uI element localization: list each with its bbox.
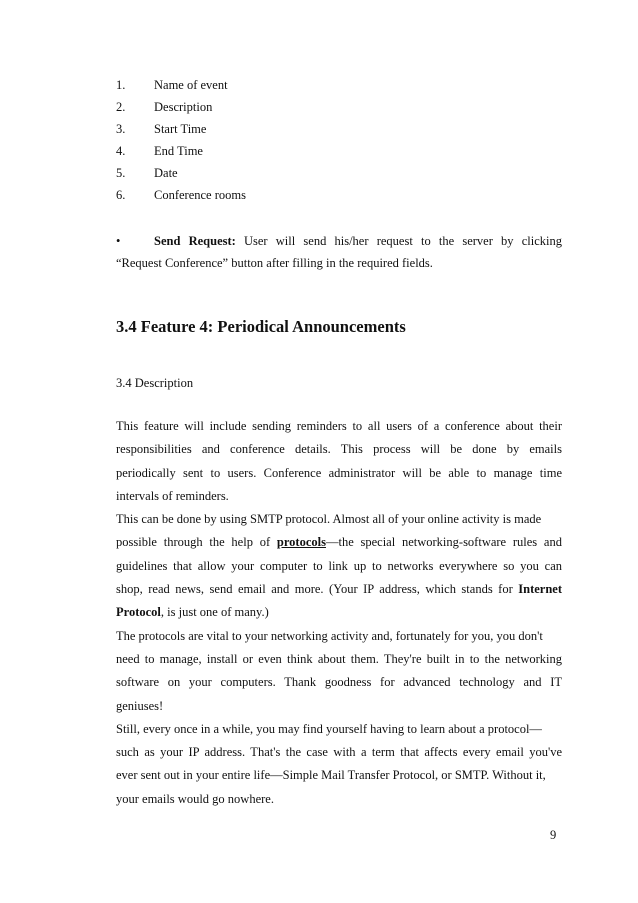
list-item xyxy=(116,74,566,96)
list-text: Date xyxy=(154,166,178,180)
list-number: 3. xyxy=(116,122,126,136)
text-line: periodically sent to users. Conference administrator will be able to manage time xyxy=(116,465,562,480)
bullet-continuation: “Request Conference” button after filling in the required fields. xyxy=(116,256,433,270)
protocols-link[interactable]: protocols xyxy=(276,535,326,550)
bold-term: Internet xyxy=(518,582,562,597)
text-line: intervals of reminders. xyxy=(116,488,229,503)
text-line: such as your IP address. That's the case with a term that affects every email you've xyxy=(116,745,562,760)
list-text: Conference rooms xyxy=(154,188,246,202)
section-heading: 3.4 Feature 4: Periodical Announcements xyxy=(116,317,406,336)
text-line: guidelines that allow your computer to link up to networks everywhere so you can xyxy=(116,558,562,573)
text-segment: , is just one of many.) xyxy=(160,605,269,620)
text-segment: —the special networking-software rules and xyxy=(325,535,562,550)
text-line xyxy=(116,531,562,554)
text-line: your emails would go nowhere. xyxy=(116,791,274,806)
text-line: geniuses! xyxy=(116,698,164,713)
list-number: 4. xyxy=(116,144,126,158)
list-text: Name of event xyxy=(154,78,228,92)
list-number: 2. xyxy=(116,100,126,114)
text-line: This feature will include sending reminders to all users of a conference about their xyxy=(116,419,562,433)
text-line: responsibilities and conference details. This process will be done by emails xyxy=(116,442,562,457)
bullet-label: Send Request: xyxy=(154,234,236,248)
bullet-item xyxy=(116,230,562,274)
list-item xyxy=(116,118,566,140)
list-item xyxy=(116,96,566,118)
list-number: 5. xyxy=(116,166,126,180)
bullet-text: User will send his/her request to the server by clicking xyxy=(235,234,563,248)
text-segment: possible through the help of xyxy=(116,535,277,550)
text-line: This can be done by using SMTP protocol. Almost all of your online activity is made xyxy=(116,512,542,527)
list-item xyxy=(116,184,566,206)
list-item xyxy=(116,162,566,184)
body-paragraph xyxy=(116,415,562,811)
bold-term: Protocol xyxy=(116,605,161,620)
text-line xyxy=(116,601,562,624)
text-segment: shop, read news, send email and more. (Your IP address, which stands for xyxy=(116,582,519,597)
list-number: 6. xyxy=(116,188,126,202)
text-line: software on your computers. Thank goodness for advanced technology and IT xyxy=(116,675,562,690)
page-number: 9 xyxy=(550,828,557,842)
subsection-heading: 3.4 Description xyxy=(116,376,194,390)
text-line: ever sent out in your entire life—Simple Mail Transfer Protocol, or SMTP. Without it, xyxy=(116,768,546,783)
text-line: The protocols are vital to your networking activity and, fortunately for you, you don't xyxy=(116,628,543,643)
list-text: End Time xyxy=(154,144,203,158)
list-text: Description xyxy=(154,100,213,114)
text-line: need to manage, install or even think about them. They're built in to the networking xyxy=(116,651,562,666)
list-number: 1. xyxy=(116,78,126,92)
bullet-icon: • xyxy=(116,234,121,248)
field-list xyxy=(116,74,566,206)
text-line xyxy=(116,578,562,601)
list-item xyxy=(116,140,566,162)
list-text: Start Time xyxy=(154,122,207,136)
text-line: Still, every once in a while, you may find yourself having to learn about a protocol— xyxy=(116,721,542,736)
